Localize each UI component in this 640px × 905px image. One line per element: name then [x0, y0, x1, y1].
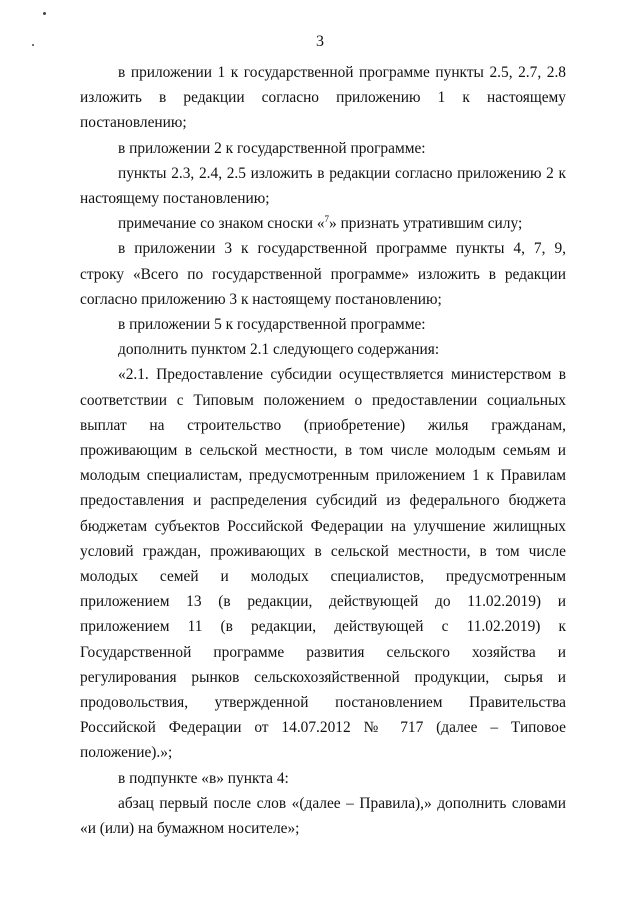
- paragraph: в приложении 2 к государственной программе:: [118, 139, 426, 157]
- page-number: 3: [316, 33, 324, 50]
- footnote-text-before: примечание со знаком сноски «: [118, 215, 325, 233]
- footnote-mark: 7: [324, 214, 330, 225]
- quoted-paragraph: «2.1. Предоставление субсидии осуществляется министерством в соответствии с Типовым положением о предоставлении социальных выплат на строительство (приобретение) жилья гражданам, проживающим в сельской местности, в том числе молодым семьям и молодым специалистам, предусмотренным приложением 1 к Правилам предоставления и распределения субсидий из федерального бюджета бюджетам субъектов Российской Федерации на улучшение жилищных условий граждан, проживающих в сельской местности, в том числе молодых семей и молодых специалистов, предусмотренным приложением 13 (в редакции, действующей до 11.02.2019) и приложением 11 (в редакции, действующей с 11.02.2019) к Государственной программе развития сельского хозяйства и регулирования рынков сельскохозяйственной продукции, сырья и продовольствия, утвержденной постановлением Правительства Российской Федерации от 14.07.2012 № 717 (далее – Типовое положение).»;: [80, 366, 566, 762]
- footnote-text-after: » признать утратившим силу;: [329, 215, 523, 233]
- document-body: [80, 60, 566, 841]
- paragraph: в приложении 5 к государственной программе:: [118, 316, 426, 334]
- scan-speck: [43, 12, 46, 15]
- footnote-paragraph: [80, 211, 566, 236]
- paragraph: пункты 2.3, 2.4, 2.5 изложить в редакции согласно приложению 2 к настоящему постановлению;: [80, 164, 566, 208]
- paragraph: в подпункте «в» пункта 4:: [118, 769, 289, 787]
- paragraph: в приложении 3 к государственной программе пункты 4, 7, 9, строку «Всего по государственной программе» изложить в редакции согласно приложению 3 к настоящему постановлению;: [80, 240, 566, 308]
- paragraph: дополнить пунктом 2.1 следующего содержания:: [118, 341, 440, 359]
- paragraph: абзац первый после слов «(далее – Правила),» дополнить словами «и (или) на бумажном носителе»;: [80, 794, 566, 838]
- paragraph: в приложении 1 к государственной программе пункты 2.5, 2.7, 2.8 изложить в редакции согласно приложению 1 к настоящему постановлению;: [80, 64, 566, 132]
